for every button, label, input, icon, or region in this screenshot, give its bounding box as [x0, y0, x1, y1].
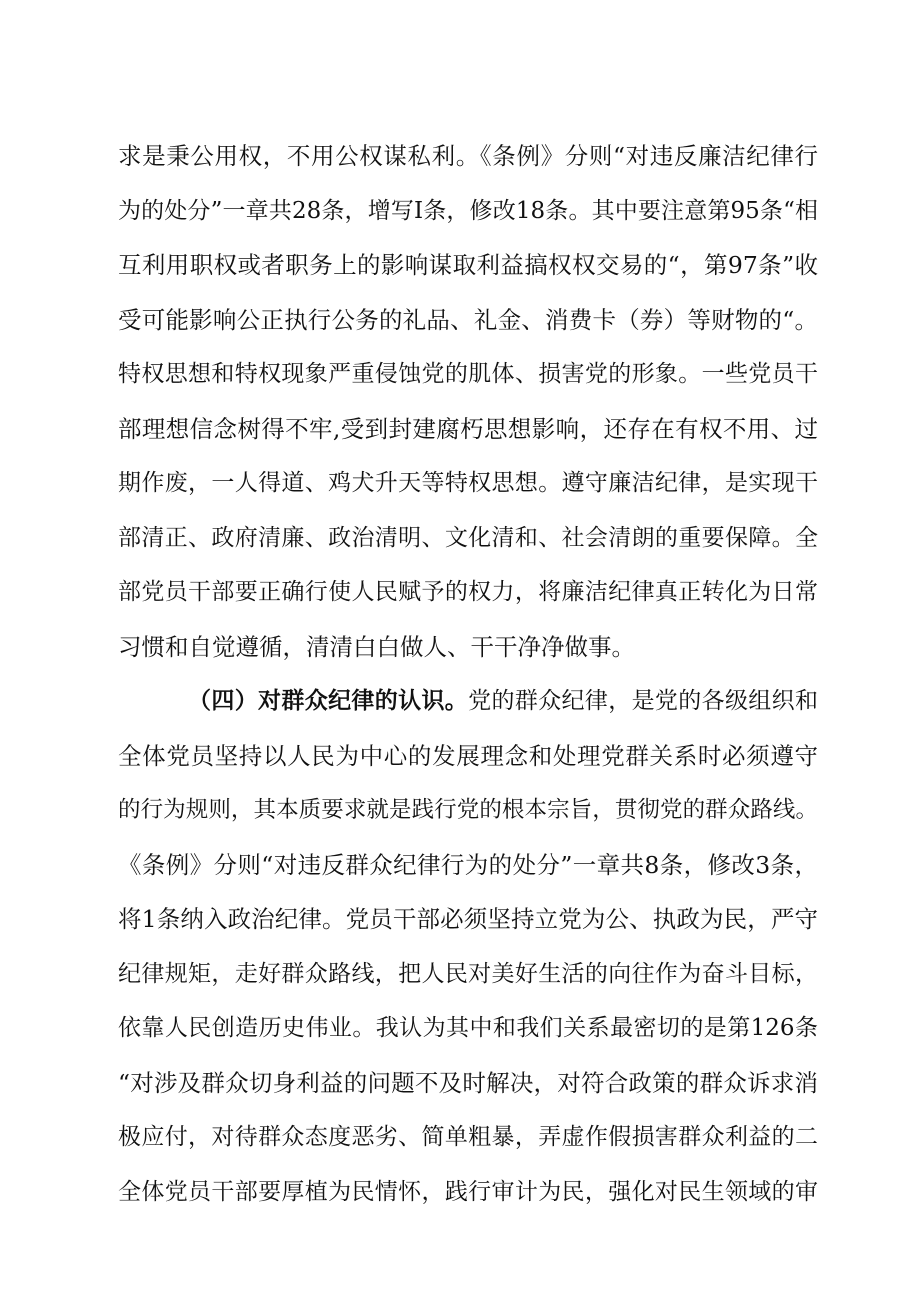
text-line: 互利用职权或者职务上的影响谋取利益搞权权交易的“，第97条”收	[118, 251, 818, 279]
text-line: 部党员干部要正确行使人民赋予的权力，将廉洁纪律真正转化为日常	[118, 579, 818, 605]
text-line: 求是秉公用权，不用公权谋私利。《条例》分则“对违反廉洁纪律行	[118, 142, 818, 170]
text-line: 纪律规矩，走好群众路线，把人民对美好生活的向往作为奋斗目标，	[118, 960, 818, 987]
text-line: 部理想信念树得不牢,受到封建腐朽思想影响，还存在有权不用、过	[118, 414, 818, 443]
text-line: 极应付，对待群众态度恶劣、简单粗暴，弄虚作假损害群众利益的二	[118, 1124, 818, 1150]
text-line: 全体党员干部要厚植为民情怀，践行审计为民，强化对民生领域的审	[118, 1178, 818, 1205]
body-text	[118, 129, 818, 1219]
text-line: 全体党员坚持以人民为中心的发展理念和处理党群关系时必须遵守	[118, 741, 818, 770]
text-line: 期作废，一人得道、鸡犬升天等特权思想。遵守廉洁纪律，是实现干	[118, 470, 818, 496]
text-line: 的行为规则，其本质要求就是践行党的根本宗旨，贯彻党的群众路线。	[118, 797, 818, 823]
text-line: 依靠人民创造历史伟业。我认为其中和我们关系最密切的是第126条	[118, 1015, 818, 1041]
text-line: 将1条纳入政治纪律。党员干部必须坚持立党为公、执政为民，严守	[118, 905, 818, 933]
section-heading-rest: 党的群众纪律，是党的各级组织和	[468, 688, 819, 714]
text-line: “对涉及群众切身利益的问题不及时解决，对符合政策的群众诉求消	[118, 1068, 818, 1097]
text-line: 《条例》分则“对违反群众纪律行为的处分”一章共8条，修改3条，	[118, 850, 818, 879]
text-line: 受可能影响公正执行公务的礼品、礼金、消费卡（券）等财物的“。	[118, 305, 818, 334]
section-heading: （四）对群众纪律的认识。	[188, 688, 469, 714]
text-line: 为的处分”一章共28条，增写I条，修改18条。其中要注意第95条“相	[118, 197, 818, 224]
text-line: 特权思想和特权现象严重侵蚀党的肌体、损害党的形象。一些党员干	[118, 361, 818, 387]
section-heading-line	[118, 674, 818, 729]
text-line: 习惯和自觉遵循，清清白白做人、干干净净做事。	[118, 632, 635, 661]
text-line: 部清正、政府清廉、政治清明、文化清和、社会清朗的重要保障。全	[118, 524, 818, 551]
